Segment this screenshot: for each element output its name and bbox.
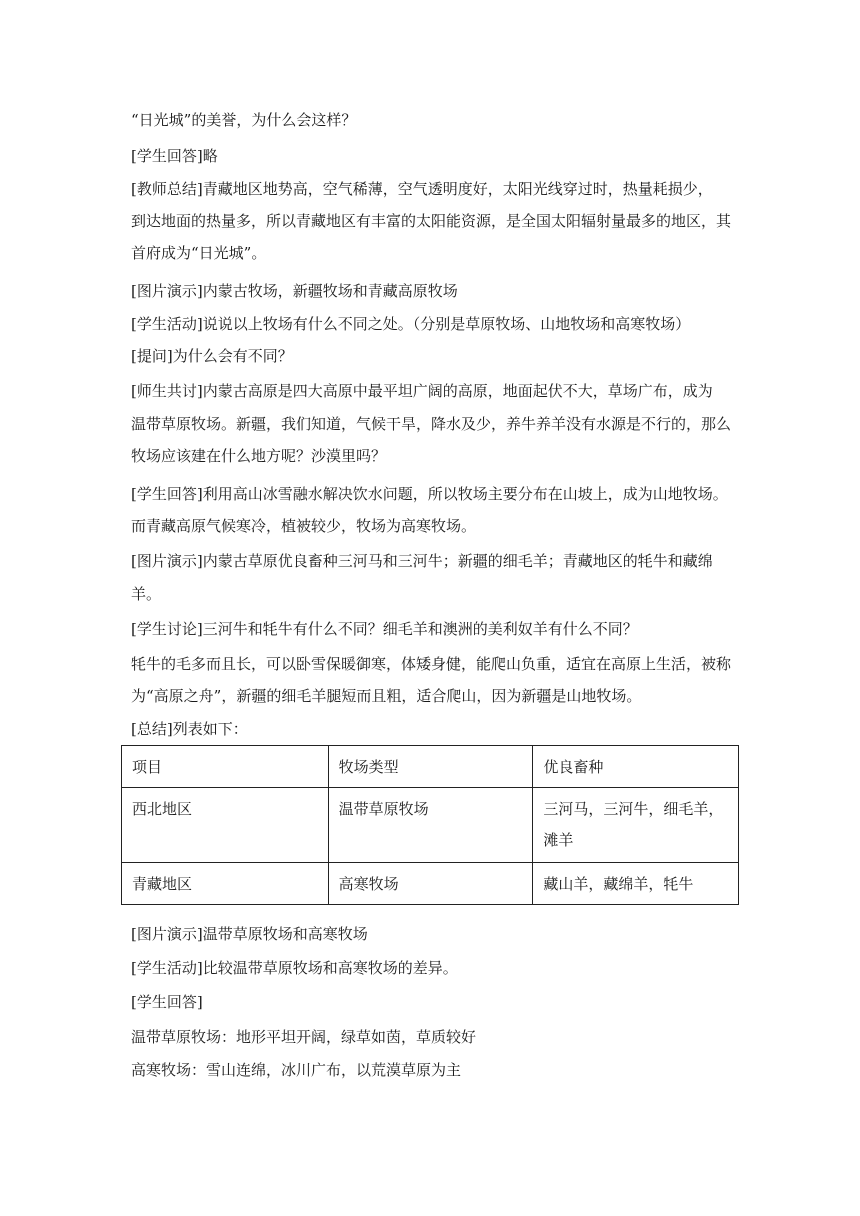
table-row — [122, 863, 739, 905]
paragraph: [学生回答]利用高山冰雪融水解决饮水问题，所以牧场主要分布在山坡上，成为山地牧场。 — [131, 485, 728, 503]
paragraph: [师生共讨]内蒙古高原是四大高原中最平坦广阔的高原，地面起伏不大，草场广布，成为 — [131, 382, 713, 400]
paragraph: 羊。 — [131, 585, 162, 603]
paragraph: [学生讨论]三河牛和牦牛有什么不同？细毛羊和澳洲的美利奴羊有什么不同？ — [131, 620, 638, 638]
table-cell: 青藏地区 — [122, 863, 329, 905]
paragraph: [提问]为什么会有不同？ — [131, 347, 293, 365]
table-header-cell: 牧场类型 — [328, 746, 533, 788]
paragraph: [学生回答]略 — [131, 147, 218, 165]
table-row — [122, 788, 739, 863]
paragraph: [图片演示]内蒙古牧场，新疆牧场和青藏高原牧场 — [131, 282, 458, 300]
paragraph: “日光城”的美誉，为什么会这样？ — [131, 111, 357, 129]
paragraph: [总结]列表如下： — [131, 720, 248, 738]
paragraph: 牦牛的毛多而且长，可以卧雪保暖御寒，体矮身健，能爬山负重，适宜在高原上生活，被称 — [131, 655, 732, 673]
paragraph: [学生活动]说说以上牧场有什么不同之处。（分别是草原牧场、山地牧场和高寒牧场） — [131, 315, 691, 333]
table-cell: 三河马，三河牛，细毛羊，滩羊 — [533, 788, 739, 863]
paragraph: 牧场应该建在什么地方呢？沙漠里吗？ — [131, 447, 387, 465]
paragraph: [学生回答] — [131, 993, 203, 1011]
table-header-cell: 项目 — [122, 746, 329, 788]
table-cell: 温带草原牧场 — [328, 788, 533, 863]
paragraph: 温带草原牧场：地形平坦开阔，绿草如茵，草质较好 — [131, 1028, 477, 1046]
table-cell: 西北地区 — [122, 788, 329, 863]
table-header-row — [122, 746, 739, 788]
paragraph: 温带草原牧场。新疆，我们知道，气候干旱，降水及少，养牛养羊没有水源是不行的，那么 — [131, 415, 732, 433]
paragraph: [学生活动]比较温带草原牧场和高寒牧场的差异。 — [131, 959, 458, 977]
summary-table — [121, 745, 739, 905]
table-cell: 藏山羊，藏绵羊，牦牛 — [533, 863, 739, 905]
table-header-cell: 优良畜种 — [533, 746, 739, 788]
paragraph: [图片演示]内蒙古草原优良畜种三河马和三河牛；新疆的细毛羊；青藏地区的牦牛和藏绵 — [131, 552, 713, 570]
paragraph: 首府成为“日光城”。 — [131, 244, 267, 262]
table-cell: 高寒牧场 — [328, 863, 533, 905]
paragraph: 高寒牧场：雪山连绵，冰川广布，以荒漠草原为主 — [131, 1061, 462, 1079]
paragraph: 而青藏高原气候寒冷，植被较少，牧场为高寒牧场。 — [131, 517, 477, 535]
paragraph: [图片演示]温带草原牧场和高寒牧场 — [131, 925, 368, 943]
paragraph: 为“高原之舟”，新疆的细毛羊腿短而且粗，适合爬山，因为新疆是山地牧场。 — [131, 687, 642, 705]
paragraph: [教师总结]青藏地区地势高，空气稀薄，空气透明度好，太阳光线穿过时，热量耗损少， — [131, 180, 713, 198]
paragraph: 到达地面的热量多，所以青藏地区有丰富的太阳能资源，是全国太阳辐射量最多的地区，其 — [131, 212, 732, 230]
